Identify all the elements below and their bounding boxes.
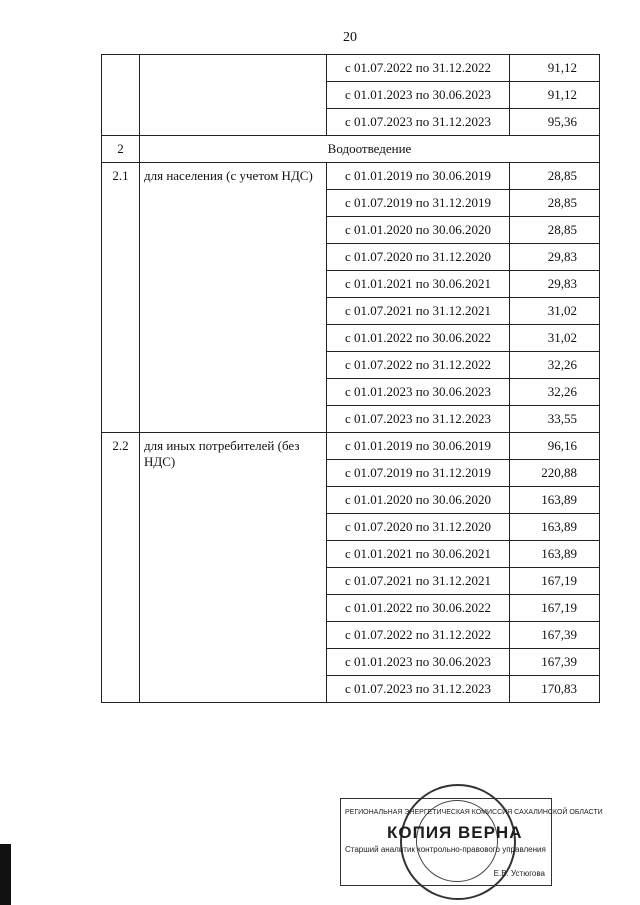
value-cell: 163,89 [510,514,600,541]
value-cell: 29,83 [510,244,600,271]
period-cell: с 01.01.2019 по 30.06.2019 [327,163,510,190]
period-cell: с 01.01.2021 по 30.06.2021 [327,541,510,568]
period-cell: с 01.07.2023 по 31.12.2023 [327,109,510,136]
value-cell: 167,39 [510,649,600,676]
page-number: 20 [343,30,357,45]
stamp-position: Старший аналитик контрольно-правового управления [345,845,546,854]
value-cell: 91,12 [510,55,600,82]
period-cell: с 01.07.2019 по 31.12.2019 [327,190,510,217]
value-cell: 32,26 [510,379,600,406]
value-cell: 28,85 [510,163,600,190]
value-cell: 31,02 [510,298,600,325]
value-cell: 28,85 [510,217,600,244]
stamp-signatory: Е.В. Устюгова [493,869,545,878]
value-cell: 32,26 [510,352,600,379]
value-cell: 28,85 [510,190,600,217]
value-cell: 220,88 [510,460,600,487]
scan-edge-bar [0,844,11,905]
period-cell: с 01.07.2022 по 31.12.2022 [327,352,510,379]
value-cell: 167,19 [510,568,600,595]
group-category: для иных потребителей (без НДС) [140,433,327,703]
period-cell: с 01.01.2023 по 30.06.2023 [327,649,510,676]
group-number: 2.2 [102,433,140,703]
period-cell: с 01.07.2023 по 31.12.2023 [327,406,510,433]
value-cell: 33,55 [510,406,600,433]
period-cell: с 01.01.2023 по 30.06.2023 [327,379,510,406]
period-cell: с 01.01.2023 по 30.06.2023 [327,82,510,109]
value-cell: 91,12 [510,82,600,109]
period-cell: с 01.07.2021 по 31.12.2021 [327,298,510,325]
table-row [102,55,600,82]
tariff-table [101,54,600,703]
section-row [102,136,600,163]
value-cell: 167,39 [510,622,600,649]
period-cell: с 01.01.2022 по 30.06.2022 [327,595,510,622]
category-cell [140,55,327,136]
stamp-title: КОПИЯ ВЕРНА [387,823,523,842]
period-cell: с 01.01.2022 по 30.06.2022 [327,325,510,352]
table-row [102,163,600,190]
row-number-cell [102,55,140,136]
value-cell: 167,19 [510,595,600,622]
period-cell: с 01.01.2019 по 30.06.2019 [327,433,510,460]
period-cell: с 01.07.2023 по 31.12.2023 [327,676,510,703]
value-cell: 29,83 [510,271,600,298]
period-cell: с 01.07.2022 по 31.12.2022 [327,622,510,649]
value-cell: 95,36 [510,109,600,136]
certification-stamp [340,798,603,886]
value-cell: 163,89 [510,541,600,568]
period-cell: с 01.01.2020 по 30.06.2020 [327,487,510,514]
value-cell: 170,83 [510,676,600,703]
period-cell: с 01.07.2022 по 31.12.2022 [327,55,510,82]
period-cell: с 01.01.2020 по 30.06.2020 [327,217,510,244]
value-cell: 96,16 [510,433,600,460]
stamp-header: РЕГИОНАЛЬНАЯ ЭНЕРГЕТИЧЕСКАЯ КОМИССИЯ САХАЛИНСКОЙ ОБЛАСТИ [345,809,603,816]
value-cell: 31,02 [510,325,600,352]
section-number: 2 [102,136,140,163]
section-title: Водоотведение [140,136,600,163]
period-cell: с 01.07.2020 по 31.12.2020 [327,244,510,271]
value-cell: 163,89 [510,487,600,514]
period-cell: с 01.07.2019 по 31.12.2019 [327,460,510,487]
period-cell: с 01.07.2021 по 31.12.2021 [327,568,510,595]
group-number: 2.1 [102,163,140,433]
period-cell: с 01.07.2020 по 31.12.2020 [327,514,510,541]
group-category: для населения (с учетом НДС) [140,163,327,433]
table-row [102,433,600,460]
period-cell: с 01.01.2021 по 30.06.2021 [327,271,510,298]
